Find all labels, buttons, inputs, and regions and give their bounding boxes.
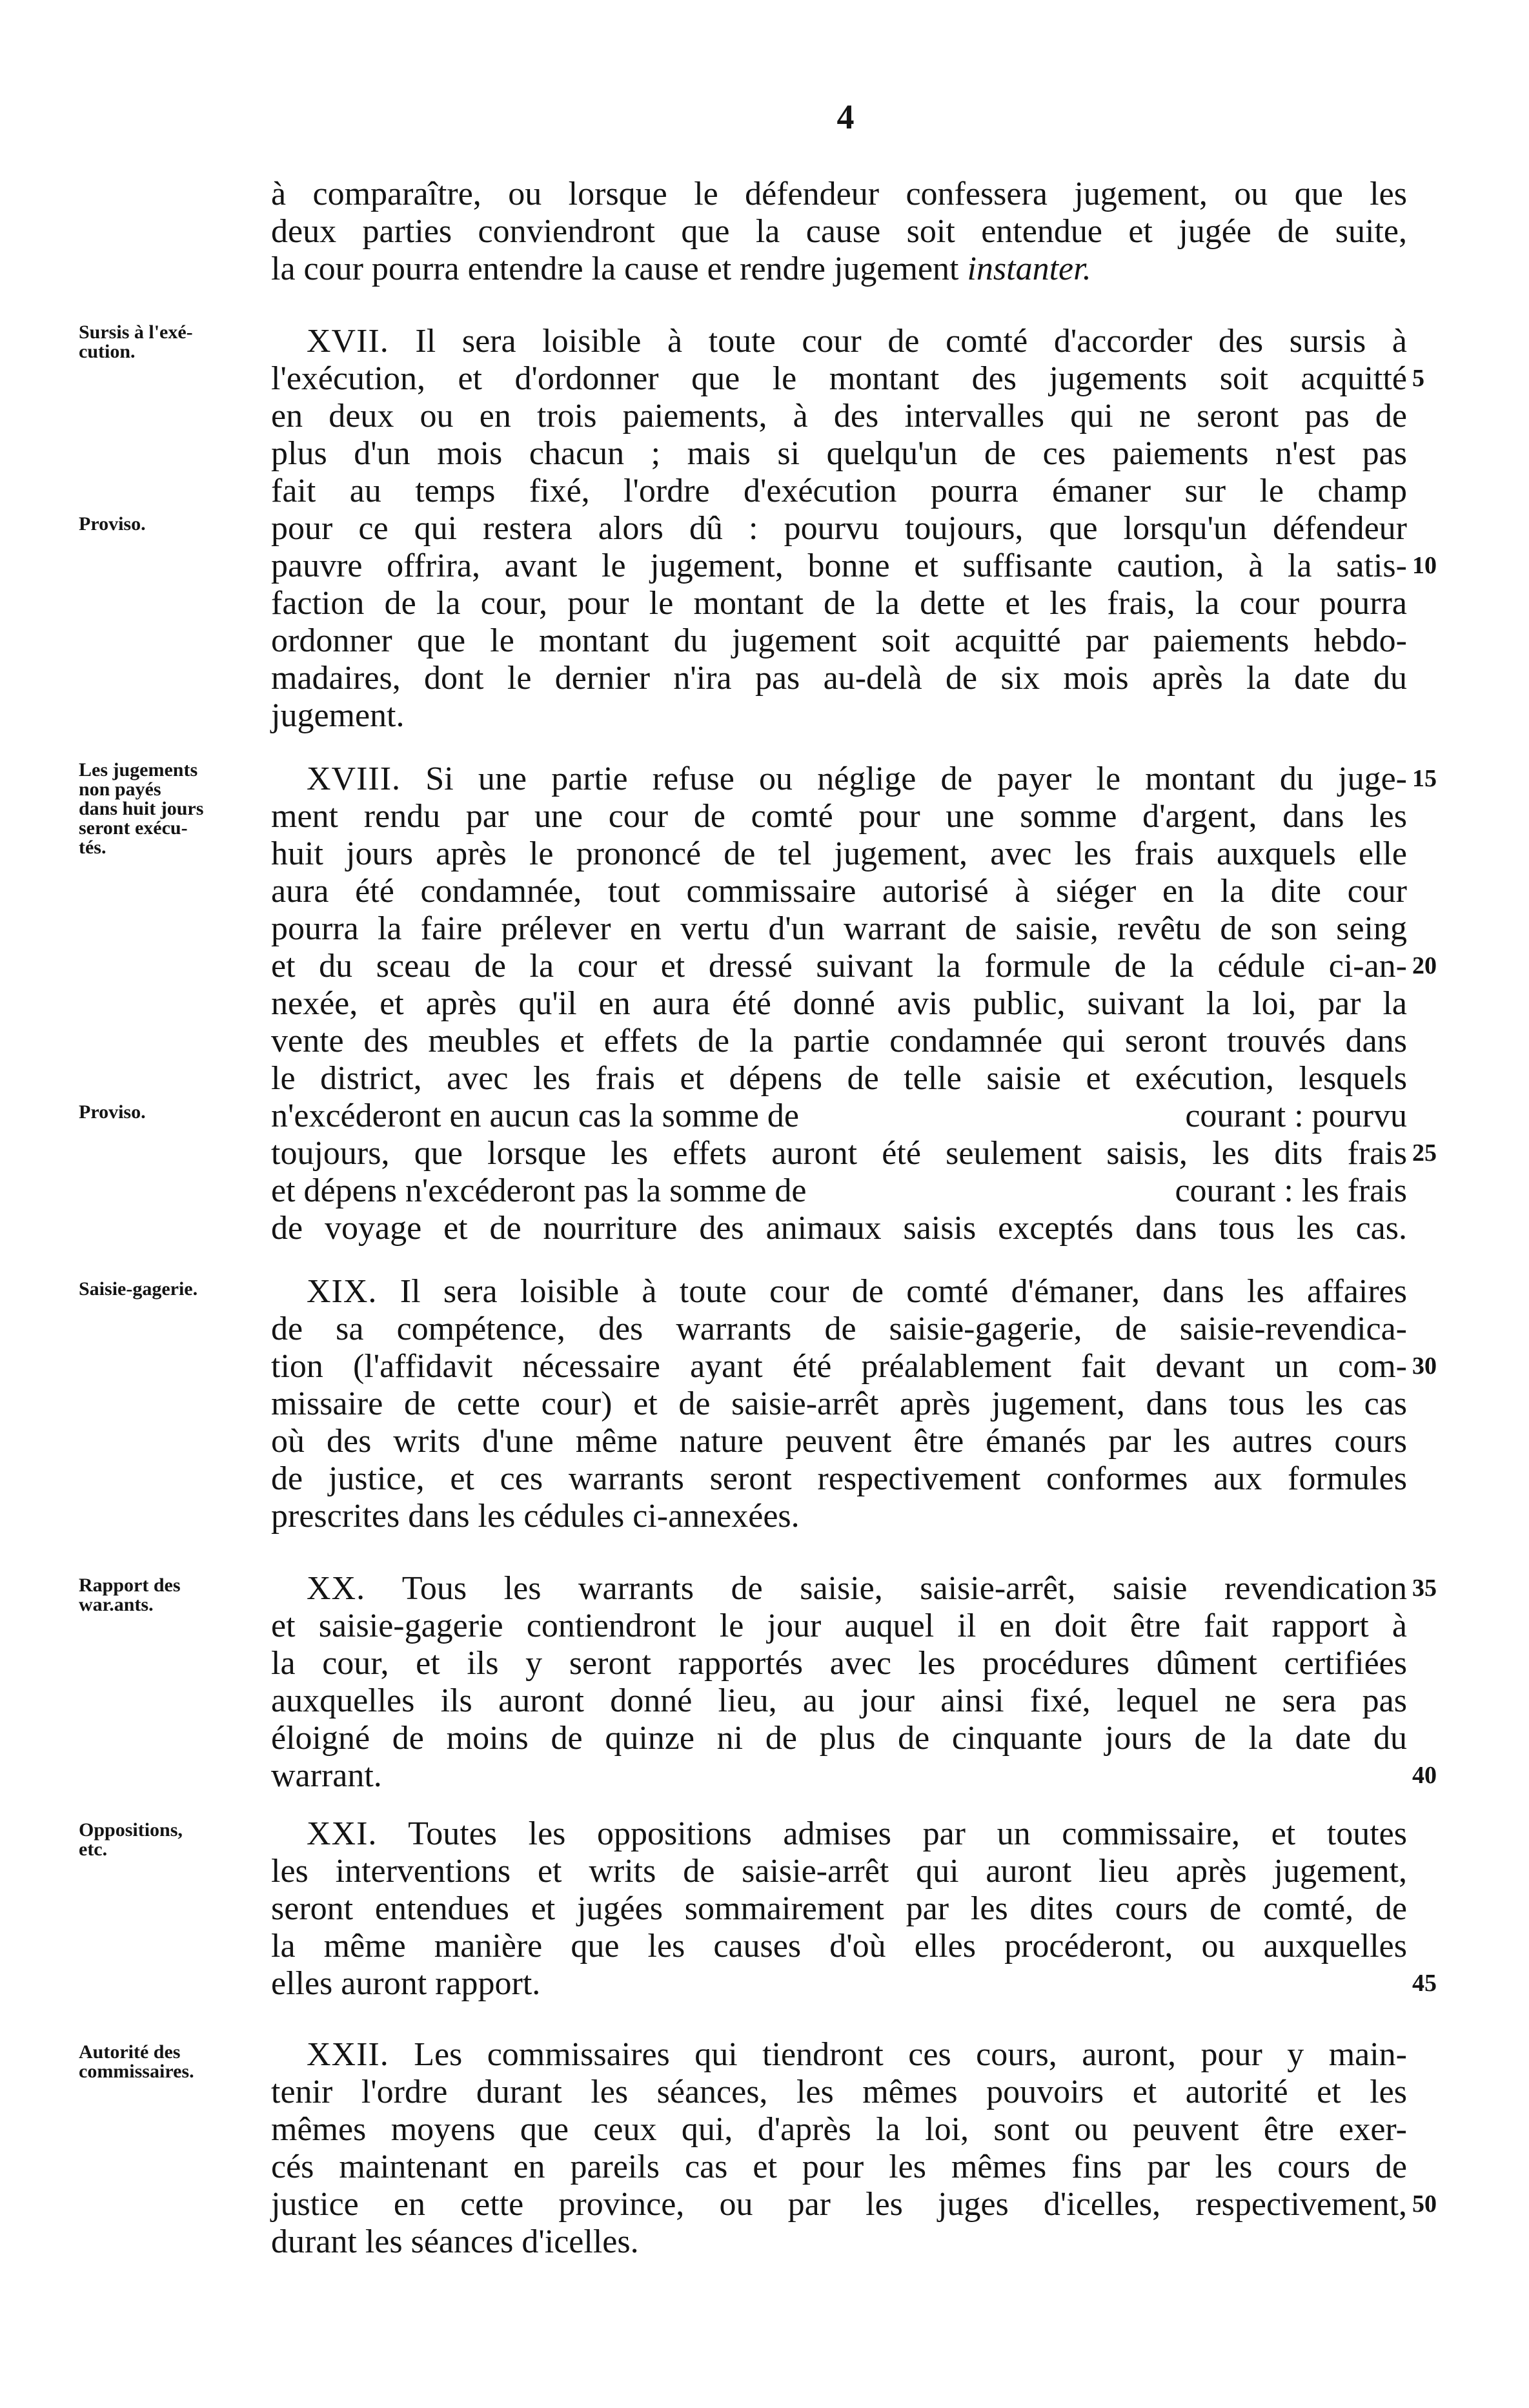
line-number: 40 (1412, 1762, 1437, 1789)
text-line: ordonner que le montant du jugement soit acquitté par paiements hebdo- (271, 622, 1407, 659)
margin-note-proviso: Proviso. (79, 513, 146, 535)
text-line: n'excéderont en aucun cas la somme de (271, 1097, 799, 1134)
section-heading-line (307, 760, 1407, 798)
text-line: à comparaître, ou lorsque le défendeur confessera jugement, ou que les (271, 176, 1407, 212)
line-number: 5 (1412, 365, 1424, 392)
text-line: auxquelles ils auront donné lieu, au jour ainsi fixé, lequel ne sera pas (271, 1682, 1407, 1719)
margin-note-autorite: Autorité des commissaires. (79, 2041, 194, 2082)
text-line: courant : les frais (1175, 1172, 1407, 1209)
text-line: toujours, que lorsque les effets auront été seulement saisis, les dits frais (271, 1135, 1407, 1172)
line-number: 20 (1412, 952, 1437, 979)
text-line: elles auront rapport. (271, 1965, 541, 2002)
text-line: de sa compétence, des warrants de saisie-gagerie, de saisie-revendica- (271, 1311, 1407, 1347)
text-line: et du sceau de la cour et dressé suivant la formule de la cédule ci-an- (271, 948, 1407, 985)
text-line: justice en cette province, ou par les juges d'icelles, respectivement, (271, 2186, 1407, 2223)
text-line: courant : pourvu (1185, 1097, 1407, 1134)
margin-note-jugements: Les jugements non payés dans huit jours seront exécu- tés. (79, 759, 204, 858)
section-number: XX. (307, 1570, 366, 1607)
section-heading-line (307, 1570, 1407, 1607)
line-number: 50 (1412, 2190, 1437, 2218)
text-line: vente des meubles et effets de la partie condamnée qui seront trouvés dans (271, 1023, 1407, 1059)
text-line: le district, avec les frais et dépens de telle saisie et exécution, lesquels (271, 1060, 1407, 1097)
section-heading-line (307, 1815, 1407, 1853)
text-line: tion (l'affidavit nécessaire ayant été préalablement fait devant un com- (271, 1348, 1407, 1385)
text-line: pourra la faire prélever en vertu d'un warrant de saisie, revêtu de son seing (271, 910, 1407, 947)
text-line: madaires, dont le dernier n'ira pas au-delà de six mois après la date du (271, 660, 1407, 697)
text-line: jugement. (271, 697, 405, 734)
text-line: durant les séances d'icelles. (271, 2223, 639, 2260)
text-line: cés maintenant en pareils cas et pour les mêmes fins par les cours de (271, 2148, 1407, 2185)
margin-note-saisie-gagerie: Saisie-gagerie. (79, 1278, 198, 1300)
section-heading-line (307, 323, 1407, 360)
text-line: fait au temps fixé, l'ordre d'exécution pourra émaner sur le champ (271, 473, 1407, 509)
text-line: où des writs d'une même nature peuvent être émanés par les autres cours (271, 1423, 1407, 1460)
text-line: deux parties conviendront que la cause soit entendue et jugée de suite, (271, 213, 1407, 250)
text-line: warrant. (271, 1757, 382, 1794)
section-heading-line (307, 1273, 1407, 1311)
page-number: 4 (836, 97, 855, 136)
text-line: ment rendu par une cour de comté pour une somme d'argent, dans les (271, 798, 1407, 835)
section-number: XIX. (307, 1273, 378, 1310)
text-line: et saisie-gagerie contiendront le jour auquel il en doit être fait rapport à (271, 1607, 1407, 1644)
text-line: les interventions et writs de saisie-arrêt qui auront lieu après jugement, (271, 1853, 1407, 1890)
text-line: pour ce qui restera alors dû : pourvu toujours, que lorsqu'un défendeur (271, 510, 1407, 547)
section-number: XXII. (307, 2036, 389, 2073)
margin-note-sursis: Sursis à l'exé- cution. (79, 321, 193, 362)
text-line: et dépens n'excéderont pas la somme de (271, 1172, 807, 1209)
italic-word: instanter. (967, 250, 1091, 287)
text-segment: Il sera loisible à toute cour de comté d'émaner, dans les affaires (400, 1273, 1407, 1310)
text-segment: Les commissaires qui tiendront ces cours, auront, pour y main- (414, 2036, 1407, 2073)
text-line (271, 250, 1407, 288)
text-line: de justice, et ces warrants seront respectivement conformes aux formules (271, 1460, 1407, 1497)
text-segment: Si une partie refuse ou néglige de payer le montant du juge- (425, 760, 1407, 797)
text-segment: Il sera loisible à toute cour de comté d'accorder des sursis à (415, 323, 1408, 360)
text-line: nexée, et après qu'il en aura été donné avis public, suivant la loi, par la (271, 985, 1407, 1022)
line-number: 25 (1412, 1139, 1437, 1167)
text-line: de voyage et de nourriture des animaux saisis exceptés dans tous les cas. (271, 1210, 1407, 1247)
section-number: XXI. (307, 1815, 378, 1852)
text-line: la cour, et ils y seront rapportés avec les procédures dûment certifiées (271, 1645, 1407, 1682)
line-number: 45 (1412, 1970, 1437, 1997)
text-line: prescrites dans les cédules ci-annexées. (271, 1498, 800, 1535)
text-line: pauvre offrira, avant le jugement, bonne et suffisante caution, à la satis- (271, 547, 1407, 584)
margin-note-oppositions: Oppositions, etc. (79, 1819, 183, 1860)
line-number: 10 (1412, 552, 1437, 579)
line-number: 35 (1412, 1575, 1437, 1602)
text-line: aura été condamnée, tout commissaire autorisé à siéger en la dite cour (271, 873, 1407, 910)
text-line: l'exécution, et d'ordonner que le montant des jugements soit acquitté (271, 360, 1407, 397)
text-line: faction de la cour, pour le montant de la dette et les frais, la cour pourra (271, 585, 1407, 622)
text-line: tenir l'ordre durant les séances, les mêmes pouvoirs et autorité et les (271, 2074, 1407, 2110)
line-number: 30 (1412, 1352, 1437, 1380)
text-segment: Toutes les oppositions admises par un commissaire, et toutes (408, 1815, 1407, 1852)
text-segment: la cour pourra entendre la cause et rendre jugement (271, 250, 959, 287)
line-number: 15 (1412, 765, 1437, 792)
section-number: XVIII. (307, 760, 401, 797)
section-heading-line (307, 2036, 1407, 2074)
text-line: huit jours après le prononcé de tel jugement, avec les frais auxquels elle (271, 835, 1407, 872)
text-line: missaire de cette cour) et de saisie-arrêt après jugement, dans tous les cas (271, 1385, 1407, 1422)
text-line: la même manière que les causes d'où elles procéderont, ou auxquelles (271, 1928, 1407, 1964)
margin-note-proviso: Proviso. (79, 1101, 146, 1123)
text-line: éloigné de moins de quinze ni de plus de cinquante jours de la date du (271, 1720, 1407, 1757)
text-line: mêmes moyens que ceux qui, d'après la loi, sont ou peuvent être exer- (271, 2111, 1407, 2148)
text-line: seront entendues et jugées sommairement par les dites cours de comté, de (271, 1890, 1407, 1927)
text-line: en deux ou en trois paiements, à des intervalles qui ne seront pas de (271, 398, 1407, 434)
text-segment: Tous les warrants de saisie, saisie-arrêt, saisie revendication (401, 1570, 1408, 1607)
margin-note-rapport: Rapport des war.ants. (79, 1575, 181, 1615)
section-number: XVII. (307, 323, 389, 360)
text-line: plus d'un mois chacun ; mais si quelqu'un de ces paiements n'est pas (271, 435, 1407, 472)
